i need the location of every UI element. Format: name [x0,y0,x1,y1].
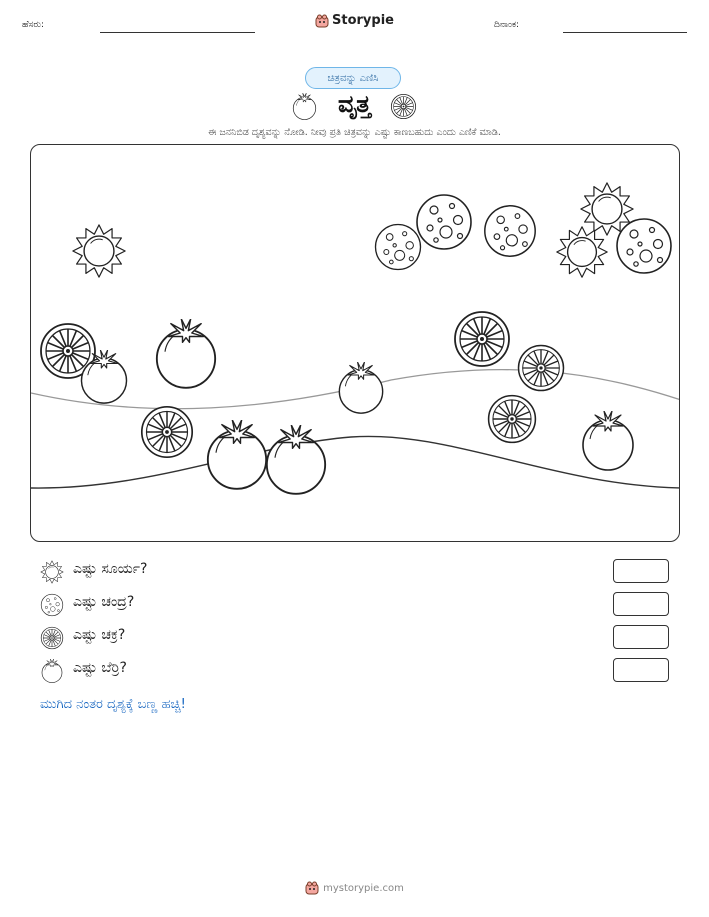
date-label: ದಿನಾಂಕ: [494,20,520,30]
answer-box-sun[interactable] [613,559,669,583]
coloring-note: ಮುಗಿದ ನಂತರ ದೃಶ್ಯಕ್ಕೆ ಬಣ್ಣ ಹಚ್ಚಿ! [40,697,186,712]
title-wheel-icon [390,93,417,120]
scene-drawing [31,145,680,542]
instruction-text: ಈ ಜನನಿಬಿಡ ದೃಶ್ಯವನ್ನು ನೋಡಿ. ನೀವು ಪ್ರತಿ ಚಿತ್ರವನ್ನು ಎಷ್ಟು ಕಾಣಬಹುದು ಎಂದು ಎಣಿಕೆ ಮಾಡಿ. [208,127,501,138]
brand-name: Storypie [332,13,394,28]
worksheet-badge: ಚಿತ್ರವನ್ನು ಎಣಿಸಿ [305,67,401,89]
scene-wheel-icon [455,312,509,366]
title-berry-icon [291,93,318,120]
name-line[interactable] [100,32,255,33]
scene-berry-icon [208,420,266,489]
scene-berry-icon [157,319,215,388]
scene-berry-icon [267,425,325,494]
question-text: ಎಷ್ಟು ಬೆರ್ರಿ? [73,660,127,676]
answer-box-wheel[interactable] [613,625,669,649]
answer-box-moon[interactable] [613,592,669,616]
scene-wheel-icon [142,407,192,457]
counting-scene [30,144,680,542]
footer-site[interactable]: mystorypie.com [323,883,404,894]
berry-icon [40,659,64,683]
question-text: ಎಷ್ಟು ಸೂರ್ಯ? [73,561,148,577]
wheel-icon [40,626,64,650]
storypie-logo-icon [315,14,329,28]
brand-logo [0,13,709,28]
scene-sun-icon [73,225,125,277]
sun-icon [40,560,64,584]
scene-sun-icon [557,227,607,277]
question-text: ಎಷ್ಟು ಚಂದ್ರ? [73,594,135,610]
title-text: ವೃತ್ತ [338,90,371,118]
scene-moon-icon [617,219,671,273]
name-label: ಹೆಸರು: [22,20,45,30]
date-line[interactable] [563,32,687,33]
scene-berry-icon [583,411,633,470]
scene-berry-icon [339,362,382,413]
question-text: ಎಷ್ಟು ಚಕ್ರ? [73,627,126,643]
scene-wheel-icon [489,396,536,443]
scene-moon-icon [485,206,535,256]
scene-wheel-icon [519,346,564,391]
footer [0,881,709,895]
scene-moon-icon [376,225,421,270]
storypie-logo-icon [305,881,319,895]
worksheet-title [0,90,709,118]
answer-box-berry[interactable] [613,658,669,682]
moon-icon [40,593,64,617]
scene-moon-icon [417,195,471,249]
